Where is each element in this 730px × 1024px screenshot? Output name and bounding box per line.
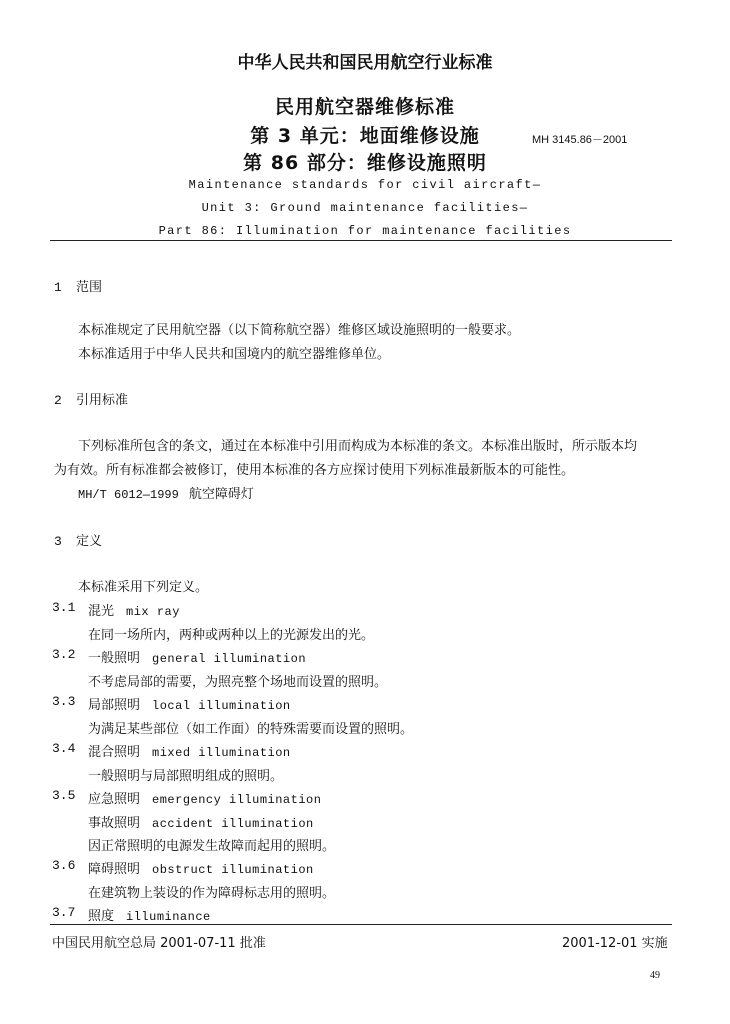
definition-text: 在同一场所内，两种或两种以上的光源发出的光。	[88, 628, 375, 643]
title-line-3: 第 86 部分：维修设施照明	[243, 152, 487, 174]
section-title: 范围	[76, 280, 103, 295]
english-title-line-3: Part 86: Illumination for maintenance facilities	[158, 224, 572, 238]
scope-paragraph-2: 本标准适用于中华人民共和国境内的航空器维修单位。	[78, 347, 391, 362]
section-1-heading	[54, 276, 102, 295]
english-title-line-2: Unit 3: Ground maintenance facilities—	[201, 201, 529, 215]
definition-term: 混合照明 mixed illumination	[88, 745, 291, 760]
definition-number: 3.4	[52, 741, 76, 756]
standard-code: MH 3145.86－2001	[532, 134, 628, 146]
definition-text: 在建筑物上装设的作为障碍标志用的照明。	[88, 886, 336, 901]
section-title: 定义	[76, 534, 103, 549]
definition-text: 因正常照明的电源发生故障而起用的照明。	[88, 839, 336, 854]
title-line-1: 民用航空器维修标准	[274, 96, 455, 118]
effective-date: 2001-12-01 实施	[562, 936, 668, 951]
definition-term: 照度 illuminance	[88, 909, 211, 924]
definition-number: 3.5	[52, 788, 76, 803]
definition-number: 3.2	[52, 647, 76, 662]
definition-text: 为满足某些部位（如工作面）的特殊需要而设置的照明。	[88, 722, 414, 737]
definition-term: 一般照明 general illumination	[88, 651, 307, 666]
definition-term: 障碍照明 obstruct illumination	[88, 862, 314, 877]
definitions-intro: 本标准采用下列定义。	[78, 580, 209, 595]
section-number: 1	[54, 280, 62, 295]
section-number: 3	[54, 534, 62, 549]
footer-divider	[50, 924, 672, 925]
english-title-line-1: Maintenance standards for civil aircraft—	[188, 178, 542, 192]
scope-paragraph-1: 本标准规定了民用航空器（以下简称航空器）维修区域设施照明的一般要求。	[78, 323, 521, 338]
section-number: 2	[54, 393, 62, 408]
header-divider	[50, 240, 672, 241]
section-3-heading	[54, 530, 102, 549]
references-paragraph-line-1: 下列标准所包含的条文，通过在本标准中引用而构成为本标准的条文。本标准出版时，所示版本均	[78, 439, 638, 454]
definition-term: 混光 mix ray	[88, 604, 180, 619]
definition-number: 3.7	[52, 905, 76, 920]
definition-number: 3.6	[52, 858, 76, 873]
reference-title: 航空障碍灯	[188, 487, 254, 502]
section-2-heading	[54, 389, 128, 408]
definition-term: 局部照明 local illumination	[88, 698, 291, 713]
approval-issuer: 中国民用航空总局 2001-07-11 批准	[52, 936, 266, 951]
title-line-2: 第 3 单元：地面维修设施	[250, 125, 480, 147]
definition-number: 3.1	[52, 600, 76, 615]
standard-type-heading: 中华人民共和国民用航空行业标准	[237, 53, 493, 73]
definition-number: 3.3	[52, 694, 76, 709]
reference-entry	[78, 483, 254, 502]
page-number: 49	[650, 970, 660, 981]
definition-text: 不考虑局部的需要，为照亮整个场地而设置的照明。	[88, 675, 388, 690]
section-title: 引用标准	[76, 393, 129, 408]
definition-text: 一般照明与局部照明组成的照明。	[88, 769, 284, 784]
definition-term: 应急照明 emergency illumination	[88, 792, 322, 807]
definition-alt-term: 事故照明 accident illumination	[88, 816, 314, 831]
reference-code: MH/T 6012—1999	[78, 488, 179, 502]
references-paragraph-line-2: 为有效。所有标准都会被修订，使用本标准的各方应探讨使用下列标准最新版本的可能性。	[54, 463, 575, 478]
